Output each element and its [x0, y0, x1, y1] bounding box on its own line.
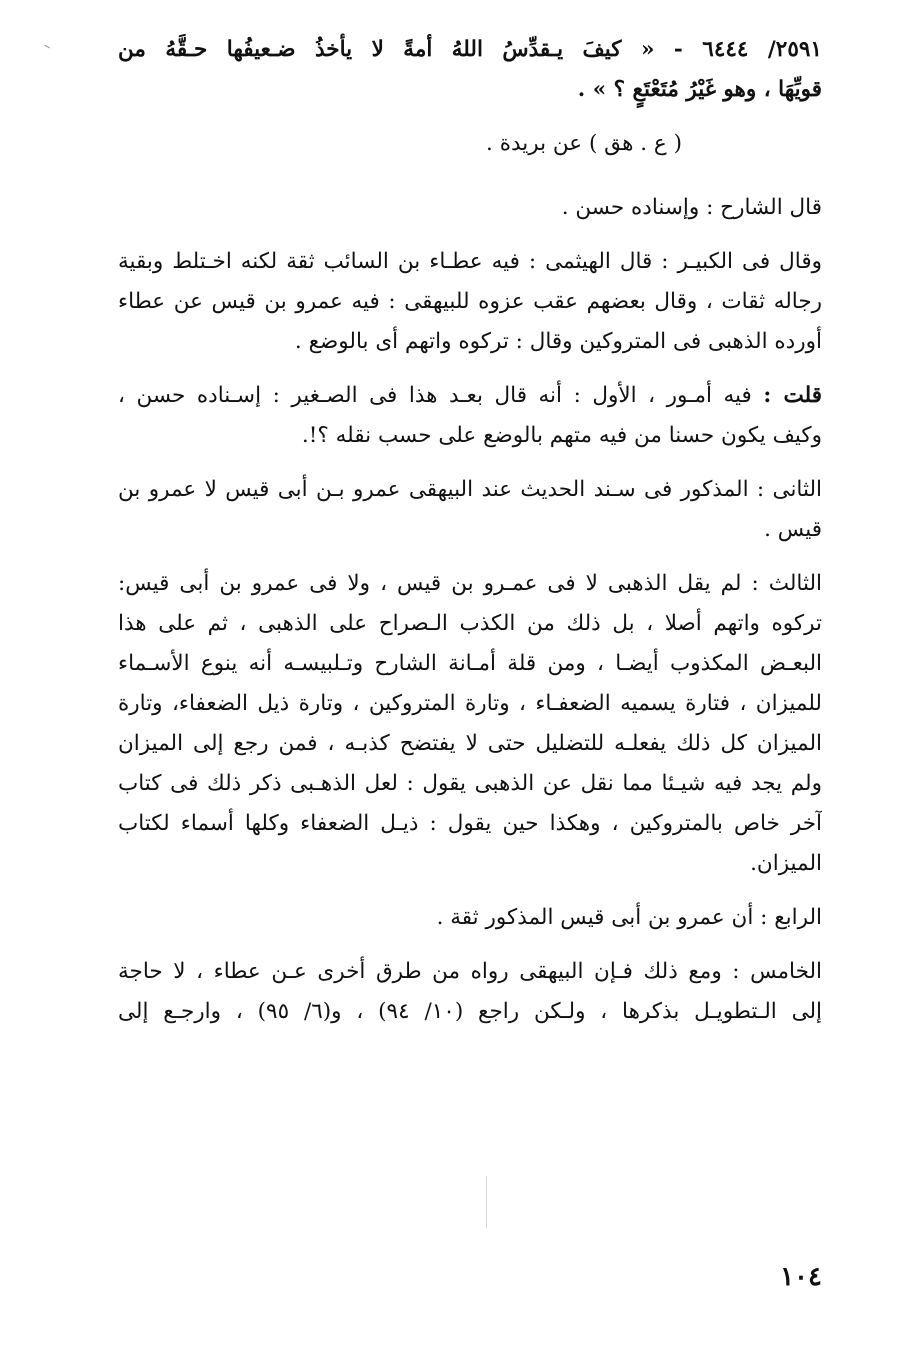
page-body [118, 30, 822, 1032]
paragraph-line-text: فيه أمـور ، الأول : أنه قال بعـد هذا فى الصـغير : إسـناده حسن ، [118, 383, 752, 408]
hadith-reference: ( ع . هق ) عن بريدة . [486, 131, 682, 156]
paragraph-line: الرابع : أن عمرو بن أبى قيس المذكور ثقة . [436, 905, 822, 930]
hadith-line: ٢٥٩١/ ٦٤٤٤ - « كيفَ يـقدِّسُ اللهُ أمةً لا يأخذُ ضـعيفُها حـقَّهُ من [118, 37, 822, 62]
paragraph-line: للميزان ، فتارة يسميه الضعفـاء ، وتارة المتروكين ، وتارة ذيل الضعفاء، وتارة [118, 691, 822, 716]
paragraph-second [118, 470, 822, 550]
paragraph-line: الخامس : ومع ذلك فـإن البيهقى رواه من طرق أخرى عـن عطاء ، لا حاجة [118, 959, 822, 984]
paragraph-line: قال الشارح : وإسناده حسن . [561, 195, 822, 220]
paragraph-line: الميزان. [750, 851, 822, 876]
hadith-text [118, 30, 822, 110]
hadith-line: قويِّهَا ، وهو غَيْرُ مُتَعْتَعٍ ؟ » . [577, 77, 822, 102]
paragraph-line: وقال فى الكبيـر : قال الهيثمى : فيه عطـاء بن السائب ثقة لكنه اخـتلط وبقية [118, 249, 822, 274]
paragraph-line: الميزان كل ذلك يفعلـه للتضليل حتى لا يفتضح كذبـه ، فمن رجع إلى الميزان [118, 731, 822, 756]
paragraph-line: إلى الـتطويـل بذكرها ، ولـكن راجع (١٠/ ٩٤) ، و(٦/ ٩٥) ، وارجـع إلى [118, 999, 822, 1024]
paragraph-fifth [118, 952, 822, 1032]
paragraph-line: رجاله ثقات ، وقال بعضهم عقب عزوه للبيهقى : فيه عمرو بن قيس عن عطاء [118, 289, 822, 314]
paragraph-line: تركوه واتهم أصلا ، بل ذلك من الكذب الـصراح على الذهبى ، ثم على هذا [118, 611, 822, 636]
qultu-label: قلت : [763, 383, 822, 408]
paragraph-line [118, 376, 822, 416]
paragraph-line: قيس . [764, 517, 822, 542]
paragraph-line: وكيف يكون حسنا من فيه متهم بالوضع على حسب نقله ؟!. [301, 423, 822, 448]
paragraph-line: ولم يجد فيه شيـئا مما نقل عن الذهبى يقول : لعل الذهـبى ذكر ذلك فى كتاب [118, 771, 822, 796]
paragraph-line: آخر خاص بالمتروكين ، وهكذا حين يقول : ذيـل الضعفاء وكلها أسماء لكتاب [118, 811, 822, 836]
paragraph-line: أورده الذهبى فى المتروكين وقال : تركوه واتهم أى بالوضع . [294, 329, 822, 354]
paragraph-sharih [118, 188, 822, 228]
page-number: ١٠٤ [780, 1262, 822, 1292]
scan-mark [44, 45, 50, 49]
paragraph-third [118, 564, 822, 884]
paragraph-line: الثانى : المذكور فى سـند الحديث عند البيهقى عمرو بـن أبى قيس لا عمرو بن [118, 477, 822, 502]
paragraph-qultu [118, 376, 822, 456]
paragraph-fourth [118, 898, 822, 938]
scan-fold-line [486, 1176, 487, 1228]
paragraph-line: البعـض المكذوب أيضـا ، ومن قلة أمـانة الشارح وتـلبيسـه أنه ينوع الأسـماء [118, 651, 822, 676]
paragraph-kabir [118, 242, 822, 362]
paragraph-line: الثالث : لم يقل الذهبى لا فى عمـرو بن قيس ، ولا فى عمرو بن أبى قيس: [118, 571, 822, 596]
